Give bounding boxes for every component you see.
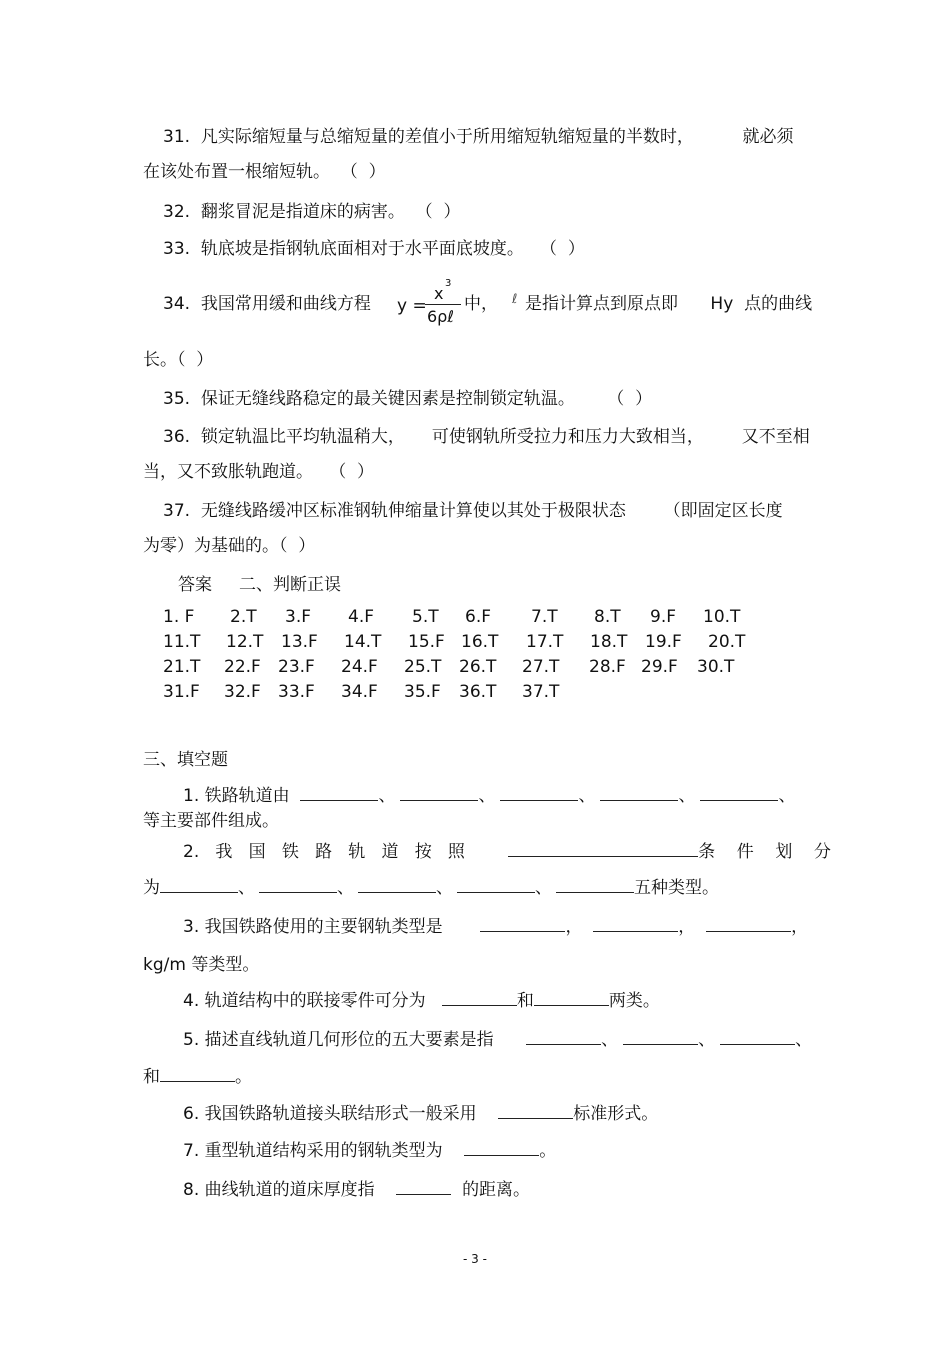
answer-item: 20.T xyxy=(708,632,746,652)
q37-line1: 37. 无缝线路缓冲区标准钢轨伸缩量计算使以其处于极限状态 （即固定区长度 xyxy=(163,501,783,521)
blank-field[interactable] xyxy=(259,878,337,893)
blank-field[interactable] xyxy=(160,878,238,893)
blank-field[interactable] xyxy=(534,991,609,1006)
answer-item: 11.T xyxy=(163,632,201,652)
q34-denominator: 6ρℓ xyxy=(427,307,454,326)
blank-field[interactable] xyxy=(600,786,678,801)
fill-3-line1: 3. 我国铁路使用的主要钢轨类型是 ， ， ， xyxy=(183,917,809,937)
answer-item: 8.T xyxy=(594,607,621,627)
blank-field[interactable] xyxy=(400,786,478,801)
blank-field[interactable] xyxy=(464,1141,539,1156)
fill-1-line2: 等主要部件组成。 xyxy=(143,811,279,831)
blank-field[interactable] xyxy=(396,1180,451,1195)
q34-y: y = xyxy=(397,296,427,316)
q34-fraction-bar xyxy=(425,304,461,305)
fill-1-line1: 1. 铁路轨道由 、 、 、 、 、 xyxy=(183,786,796,806)
answer-item: 31.F xyxy=(163,682,200,702)
blank-field[interactable] xyxy=(623,1030,698,1045)
answer-item: 22.F xyxy=(224,657,261,677)
page-number: - 3 - xyxy=(463,1252,487,1266)
answer-item: 24.F xyxy=(341,657,378,677)
blank-field[interactable] xyxy=(706,917,791,932)
q35: 35. 保证无缝线路稳定的最关键因素是控制锁定轨温。 （ ） xyxy=(163,389,653,409)
answer-item: 3.F xyxy=(285,607,311,627)
fill-4: 4. 轨道结构中的联接零件可分为 和 两类。 xyxy=(183,991,660,1011)
blank-field[interactable] xyxy=(480,917,565,932)
answer-item: 13.F xyxy=(281,632,318,652)
answer-item: 34.F xyxy=(341,682,378,702)
answers-title: 答案 二、判断正误 xyxy=(178,575,342,595)
q33: 33. 轨底坡是指钢轨底面相对于水平面底坡度。 （ ） xyxy=(163,239,585,259)
q32: 32. 翻浆冒泥是指道床的病害。 （ ） xyxy=(163,202,461,222)
answer-item: 29.F xyxy=(641,657,678,677)
q36-line2: 当，又不致胀轨跑道。 （ ） xyxy=(143,462,375,482)
q36-line1: 36. 锁定轨温比平均轨温稍大， 可使钢轨所受拉力和压力大致相当， 又不至相 xyxy=(163,427,810,447)
fill-3-line2: kg/m 等类型。 xyxy=(143,955,260,975)
answer-item: 6.F xyxy=(465,607,491,627)
answer-item: 25.T xyxy=(404,657,442,677)
answer-item: 23.F xyxy=(278,657,315,677)
answer-item: 28.F xyxy=(589,657,626,677)
fill-2-line2: 为 、 、 、 、 五种类型。 xyxy=(143,878,719,898)
answer-item: 4.F xyxy=(348,607,374,627)
q34-ell-symbol: ℓ xyxy=(512,292,518,307)
answer-item: 14.T xyxy=(344,632,382,652)
blank-field[interactable] xyxy=(358,878,436,893)
blank-field[interactable] xyxy=(457,878,535,893)
answer-item: 21.T xyxy=(163,657,201,677)
blank-field[interactable] xyxy=(593,917,678,932)
q34-line2: 长。（ ） xyxy=(143,350,214,370)
q34-exponent: 3 xyxy=(445,278,452,289)
answer-item: 17.T xyxy=(526,632,564,652)
fill-7: 7. 重型轨道结构采用的钢轨类型为 。 xyxy=(183,1141,557,1161)
blank-field[interactable] xyxy=(720,1030,795,1045)
answer-item: 27.T xyxy=(522,657,560,677)
fill-6: 6. 我国铁路轨道接头联结形式一般采用 标准形式。 xyxy=(183,1104,659,1124)
blank-field[interactable] xyxy=(526,1030,601,1045)
answer-item: 16.T xyxy=(461,632,499,652)
answer-item: 36.T xyxy=(459,682,497,702)
fill-2-line1: 2. 我 国 铁 路 轨 道 按 照 条 件 划 分 xyxy=(183,842,832,862)
answer-item: 33.F xyxy=(278,682,315,702)
answer-item: 7.T xyxy=(531,607,558,627)
q31-line1: 31. 凡实际缩短量与总缩短量的差值小于所用缩短轨缩短量的半数时， 就必须 xyxy=(163,127,794,147)
blank-field[interactable] xyxy=(160,1067,235,1082)
blank-field[interactable] xyxy=(508,842,698,857)
fill-8: 8. 曲线轨道的道床厚度指 的距离。 xyxy=(183,1180,531,1200)
blank-field[interactable] xyxy=(556,878,634,893)
q37-line2: 为零）为基础的。（ ） xyxy=(143,536,316,556)
answer-item: 26.T xyxy=(459,657,497,677)
fill-5-line1: 5. 描述直线轨道几何形位的五大要素是指 、 、 、 xyxy=(183,1030,813,1050)
answer-item: 35.F xyxy=(404,682,441,702)
answer-item: 18.T xyxy=(590,632,628,652)
q31-line2: 在该处布置一根缩短轨。 （ ） xyxy=(143,162,386,182)
fill-5-line2: 和 。 xyxy=(143,1067,252,1087)
answer-item: 9.F xyxy=(650,607,676,627)
section-3-title: 三、填空题 xyxy=(143,750,228,770)
answer-item: 30.T xyxy=(697,657,735,677)
answer-item: 15.F xyxy=(408,632,445,652)
q34-mid: 中， xyxy=(464,294,498,314)
answer-item: 10.T xyxy=(703,607,741,627)
answer-item: 2.T xyxy=(230,607,257,627)
blank-field[interactable] xyxy=(700,786,778,801)
q34-suffix: 是指计算点到原点即 Hy 点的曲线 xyxy=(525,294,813,314)
answer-item: 5.T xyxy=(412,607,439,627)
blank-field[interactable] xyxy=(498,1104,573,1119)
q34-numerator: x xyxy=(434,284,444,303)
answer-item: 19.F xyxy=(645,632,682,652)
blank-field[interactable] xyxy=(500,786,578,801)
blank-field[interactable] xyxy=(442,991,517,1006)
answer-item: 32.F xyxy=(224,682,261,702)
answer-item: 1. F xyxy=(163,607,195,627)
blank-field[interactable] xyxy=(300,786,378,801)
answer-item: 12.T xyxy=(226,632,264,652)
answer-item: 37.T xyxy=(522,682,560,702)
q34-prefix: 34. 我国常用缓和曲线方程 xyxy=(163,294,371,314)
